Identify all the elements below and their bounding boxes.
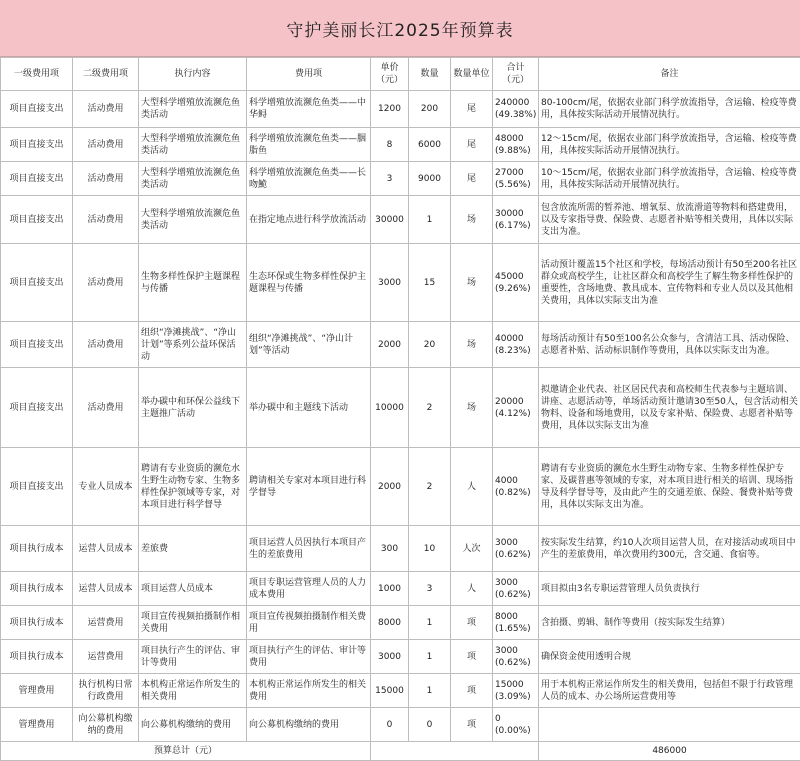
quantity-unit-cell: 尾 (451, 162, 493, 196)
level1-cell: 管理费用 (1, 708, 73, 742)
item-cell: 向公募机构缴纳的费用 (247, 708, 371, 742)
note-cell: 用于本机构正常运作所发生的相关费用，包括但不限于行政管理人员的成本、办公场所运营费用等 (539, 674, 800, 708)
header-item: 费用项 (247, 58, 371, 91)
item-cell: 科学增殖放流濒危鱼类——胭脂鱼 (247, 128, 371, 162)
quantity-cell: 0 (409, 708, 451, 742)
level2-cell: 执行机构日常行政费用 (73, 674, 139, 708)
note-cell: 拟邀请企业代表、社区居民代表和高校师生代表参与主题培训、讲座、志愿活动等，单场活动预计邀请30至50人，包含活动相关物料、设备和场地费用，以及专家补贴、保险费、志愿者补贴等费用，具体以实际支出为准 (539, 368, 800, 448)
level2-cell: 运营费用 (73, 640, 139, 674)
level1-cell: 项目直接支出 (1, 368, 73, 448)
table-row (1, 606, 800, 640)
note-cell: 80-100cm/尾，依据农业部门科学放流指导，含运输、检疫等费用，具体按实际活动开展情况执行。 (539, 91, 800, 128)
quantity-cell: 3 (409, 572, 451, 606)
level1-cell: 项目直接支出 (1, 244, 73, 322)
quantity-unit-cell: 人 (451, 572, 493, 606)
level1-cell: 项目执行成本 (1, 572, 73, 606)
content-cell: 本机构正常运作所发生的相关费用 (139, 674, 247, 708)
level2-cell: 活动费用 (73, 322, 139, 368)
unit-price-cell: 3000 (371, 640, 409, 674)
quantity-unit-cell: 场 (451, 322, 493, 368)
level1-cell: 项目直接支出 (1, 128, 73, 162)
item-cell: 举办碳中和主题线下活动 (247, 368, 371, 448)
item-cell: 在指定地点进行科学放流活动 (247, 196, 371, 244)
subtotal-cell: 3000 (0.62%) (493, 640, 539, 674)
unit-price-cell: 15000 (371, 674, 409, 708)
level2-cell: 向公募机构缴纳的费用 (73, 708, 139, 742)
level2-cell: 运营费用 (73, 606, 139, 640)
quantity-cell: 200 (409, 91, 451, 128)
level1-cell: 项目直接支出 (1, 162, 73, 196)
quantity-cell: 6000 (409, 128, 451, 162)
unit-price-cell: 1200 (371, 91, 409, 128)
level1-cell: 项目执行成本 (1, 606, 73, 640)
level2-cell: 专业人员成本 (73, 448, 139, 526)
table-row (1, 526, 800, 572)
item-cell: 组织“净滩挑战”、“净山计划”等活动 (247, 322, 371, 368)
subtotal-cell: 45000 (9.26%) (493, 244, 539, 322)
subtotal-cell: 15000 (3.09%) (493, 674, 539, 708)
budget-table (0, 57, 800, 761)
note-cell: 含拍摄、剪辑、制作等费用（按实际发生结算） (539, 606, 800, 640)
note-cell: 12～15cm/尾，依据农业部门科学放流指导，含运输、检疫等费用，具体按实际活动开展情况执行。 (539, 128, 800, 162)
quantity-cell: 2 (409, 448, 451, 526)
content-cell: 大型科学增殖放流濒危鱼类活动 (139, 91, 247, 128)
note-cell: 10～15cm/尾，依据农业部门科学放流指导，含运输、检疫等费用，具体按实际活动开展情况执行。 (539, 162, 800, 196)
level2-cell: 运营人员成本 (73, 572, 139, 606)
unit-price-cell: 0 (371, 708, 409, 742)
note-cell: 包含放流所需的暂养池、增氧泵、放流滑道等物料和搭建费用，以及专家指导费、保险费、志愿者补贴等相关费用，具体以实际支出为准。 (539, 196, 800, 244)
note-cell: 项目拟由3名专职运营管理人员负责执行 (539, 572, 800, 606)
subtotal-cell: 0 (0.00%) (493, 708, 539, 742)
unit-price-cell: 2000 (371, 448, 409, 526)
subtotal-cell: 8000 (1.65%) (493, 606, 539, 640)
subtotal-cell: 30000 (6.17%) (493, 196, 539, 244)
header-row (1, 58, 800, 91)
content-cell: 大型科学增殖放流濒危鱼类活动 (139, 162, 247, 196)
quantity-cell: 1 (409, 674, 451, 708)
item-cell: 科学增殖放流濒危鱼类——长吻鮠 (247, 162, 371, 196)
table-row (1, 322, 800, 368)
table-row (1, 91, 800, 128)
item-cell: 聘请相关专家对本项目进行科学督导 (247, 448, 371, 526)
content-cell: 大型科学增殖放流濒危鱼类活动 (139, 196, 247, 244)
total-label: 预算总计（元） (1, 742, 371, 761)
note-cell: 每场活动预计有50至100名公众参与，含清洁工具、活动保险、志愿者补贴、活动标识制作等费用，具体以实际支出为准。 (539, 322, 800, 368)
quantity-cell: 9000 (409, 162, 451, 196)
content-cell: 生物多样性保护主题课程与传播 (139, 244, 247, 322)
quantity-unit-cell: 项 (451, 606, 493, 640)
content-cell: 大型科学增殖放流濒危鱼类活动 (139, 128, 247, 162)
page-title: 守护美丽长江2025年预算表 (0, 0, 800, 57)
table-row (1, 244, 800, 322)
level1-cell: 项目直接支出 (1, 196, 73, 244)
subtotal-cell: 27000 (5.56%) (493, 162, 539, 196)
quantity-cell: 1 (409, 606, 451, 640)
quantity-unit-cell: 场 (451, 244, 493, 322)
content-cell: 差旅费 (139, 526, 247, 572)
header-quantity: 数量 (409, 58, 451, 91)
content-cell: 项目执行产生的评估、审计等费用 (139, 640, 247, 674)
unit-price-cell: 8 (371, 128, 409, 162)
item-cell: 项目专职运营管理人员的人力成本费用 (247, 572, 371, 606)
subtotal-cell: 3000 (0.62%) (493, 526, 539, 572)
quantity-unit-cell: 场 (451, 196, 493, 244)
header-level2: 二级费用项 (73, 58, 139, 91)
unit-price-cell: 30000 (371, 196, 409, 244)
header-quantity-unit: 数量单位 (451, 58, 493, 91)
level2-cell: 活动费用 (73, 128, 139, 162)
quantity-unit-cell: 项 (451, 674, 493, 708)
item-cell: 项目执行产生的评估、审计等费用 (247, 640, 371, 674)
table-row (1, 196, 800, 244)
header-unit-price: 单价 （元） (371, 58, 409, 91)
note-cell: 按实际发生结算，约10人次项目运营人员，在对接活动或项目中产生的差旅费用，单次费用约300元，含交通、食宿等。 (539, 526, 800, 572)
level1-cell: 管理费用 (1, 674, 73, 708)
quantity-cell: 1 (409, 196, 451, 244)
content-cell: 举办碳中和环保公益线下主题推广活动 (139, 368, 247, 448)
table-row (1, 128, 800, 162)
note-cell (539, 708, 800, 742)
subtotal-cell: 240000 (49.38%) (493, 91, 539, 128)
table-row (1, 572, 800, 606)
level1-cell: 项目直接支出 (1, 448, 73, 526)
header-note: 备注 (539, 58, 800, 91)
subtotal-cell: 4000 (0.82%) (493, 448, 539, 526)
total-row (1, 742, 800, 761)
note-cell: 确保资金使用透明合规 (539, 640, 800, 674)
item-cell: 生态环保或生物多样性保护主题课程与传播 (247, 244, 371, 322)
content-cell: 聘请有专业资质的濒危水生野生动物专家、生物多样性保护领域等专家，对本项目进行科学督导 (139, 448, 247, 526)
level2-cell: 活动费用 (73, 162, 139, 196)
table-row (1, 448, 800, 526)
quantity-cell: 20 (409, 322, 451, 368)
item-cell: 科学增殖放流濒危鱼类——中华鲟 (247, 91, 371, 128)
unit-price-cell: 8000 (371, 606, 409, 640)
quantity-unit-cell: 尾 (451, 128, 493, 162)
subtotal-cell: 20000 (4.12%) (493, 368, 539, 448)
subtotal-cell: 3000 (0.62%) (493, 572, 539, 606)
quantity-unit-cell: 人 (451, 448, 493, 526)
quantity-cell: 10 (409, 526, 451, 572)
quantity-unit-cell: 项 (451, 640, 493, 674)
level2-cell: 活动费用 (73, 196, 139, 244)
header-subtotal: 合计 （元） (493, 58, 539, 91)
level1-cell: 项目直接支出 (1, 91, 73, 128)
quantity-unit-cell: 人次 (451, 526, 493, 572)
content-cell: 项目宣传视频拍摄制作相关费用 (139, 606, 247, 640)
quantity-unit-cell: 尾 (451, 91, 493, 128)
item-cell: 本机构正常运作所发生的相关费用 (247, 674, 371, 708)
unit-price-cell: 300 (371, 526, 409, 572)
note-cell: 活动预计覆盖15个社区和学校，每场活动预计有50至200名社区群众或高校学生，让社区群众和高校学生了解生物多样性保护的重要性，含场地费、教具成本、宣传物料和专业人员以及其他相关费用，具体以实际支出为准 (539, 244, 800, 322)
quantity-cell: 15 (409, 244, 451, 322)
table-row (1, 162, 800, 196)
level2-cell: 活动费用 (73, 244, 139, 322)
table-row (1, 368, 800, 448)
level2-cell: 活动费用 (73, 91, 139, 128)
quantity-cell: 1 (409, 640, 451, 674)
content-cell: 项目运营人员成本 (139, 572, 247, 606)
unit-price-cell: 10000 (371, 368, 409, 448)
quantity-cell: 2 (409, 368, 451, 448)
quantity-unit-cell: 场 (451, 368, 493, 448)
item-cell: 项目宣传视频拍摄制作相关费用 (247, 606, 371, 640)
content-cell: 向公募机构缴纳的费用 (139, 708, 247, 742)
subtotal-cell: 40000 (8.23%) (493, 322, 539, 368)
level1-cell: 项目执行成本 (1, 640, 73, 674)
table-row (1, 708, 800, 742)
unit-price-cell: 3 (371, 162, 409, 196)
unit-price-cell: 2000 (371, 322, 409, 368)
header-level1: 一级费用项 (1, 58, 73, 91)
table-row (1, 640, 800, 674)
level1-cell: 项目直接支出 (1, 322, 73, 368)
table-row (1, 674, 800, 708)
quantity-unit-cell: 项 (451, 708, 493, 742)
note-cell: 聘请有专业资质的濒危水生野生动物专家、生物多样性保护专家、及碳普惠等领域的专家，对本项目进行相关的培训、现场指导及科学督导等，及由此产生的交通差旅、保险、餐费补贴等费用，具体以实际支出为准。 (539, 448, 800, 526)
content-cell: 组织“净滩挑战”、“净山计划”等系列公益环保活动 (139, 322, 247, 368)
level1-cell: 项目执行成本 (1, 526, 73, 572)
total-value: 486000 (539, 742, 800, 761)
item-cell: 项目运营人员因执行本项目产生的差旅费用 (247, 526, 371, 572)
level2-cell: 活动费用 (73, 368, 139, 448)
unit-price-cell: 1000 (371, 572, 409, 606)
level2-cell: 运营人员成本 (73, 526, 139, 572)
subtotal-cell: 48000 (9.88%) (493, 128, 539, 162)
header-content: 执行内容 (139, 58, 247, 91)
unit-price-cell: 3000 (371, 244, 409, 322)
